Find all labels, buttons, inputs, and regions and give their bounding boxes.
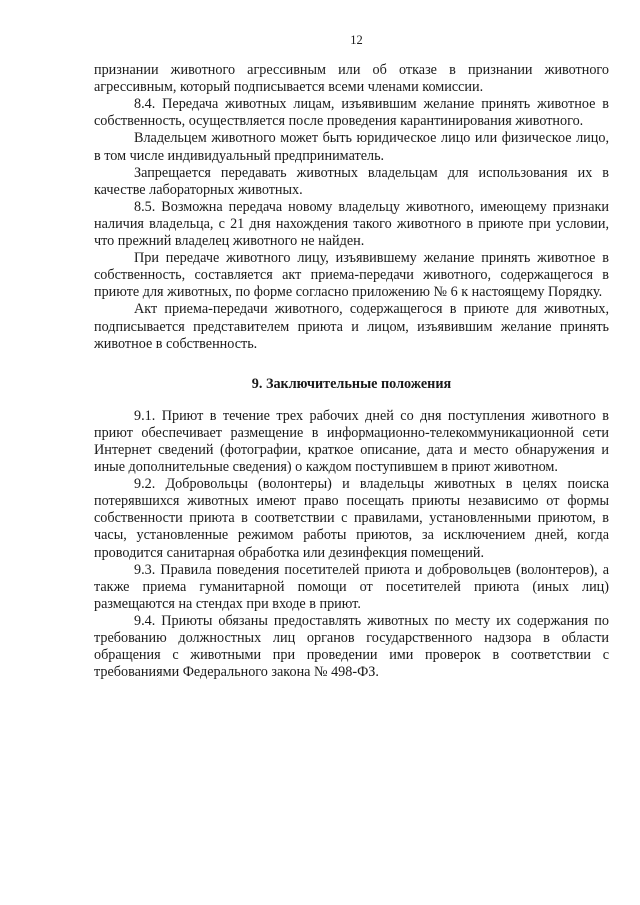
paragraph-continuation: признании животного агрессивным или об отказе в признании животного агрессивным, который подписывается всеми членами комиссии. [94, 62, 609, 96]
paragraph-transfer-act: При передаче животного лицу, изъявившему желание принять животное в собственность, составляется акт приема-передачи животного, содержащегося в приюте для животных, по форме согласно приложению № 6 к настоящему Порядку. [94, 250, 609, 301]
paragraph-lab-prohibition: Запрещается передавать животных владельцам для использования их в качестве лабораторных животных. [94, 164, 609, 198]
paragraph-9-3: 9.3. Правила поведения посетителей приюта и добровольцев (волонтеров), а также приема гуманитарной помощи от посетителей приюта (иных лиц) размещаются на стендах при входе в приют. [94, 561, 609, 612]
page-number: 12 [350, 33, 363, 47]
paragraph-9-2: 9.2. Добровольцы (волонтеры) и владельцы животных в целях поиска потерявшихся животных имеют право посещать приюты независимо от формы собственности приюта в соответствии с правилами, установленными приютом, в часы, установленные режимом работы приютов, за исключением дней, когда проводится санитарная обработка или дезинфекция помещений. [94, 476, 609, 561]
paragraph-8-5: 8.5. Возможна передача новому владельцу животного, имеющему признаки наличия владельца, с 21 дня нахождения такого животного в приюте при условии, что прежний владелец животного не найден. [94, 198, 609, 250]
paragraph-act-signing: Акт приема-передачи животного, содержащегося в приюте для животных, подписывается представителем приюта и лицом, изъявившим желание принять животное в собственность. [94, 301, 609, 352]
paragraph-9-4: 9.4. Приюты обязаны предоставлять животных по месту их содержания по требованию должностных лиц органов государственного надзора в области обращения с животными при проведении ими проверок в соответствии с требованиями Федерального закона № 498-ФЗ. [94, 612, 609, 681]
paragraph-owner-definition: Владельцем животного может быть юридическое лицо или физическое лицо, в том числе индивидуальный предприниматель. [94, 130, 609, 164]
paragraph-8-4: 8.4. Передача животных лицам, изъявившим желание принять животное в собственность, осуществляется после проведения карантинирования животного. [94, 96, 609, 130]
paragraph-9-1: 9.1. Приют в течение трех рабочих дней со дня поступления животного в приют обеспечивает размещение в информационно-телекоммуникационной сети Интернет сведений (фотографии, краткое описание, дата и место обнаружения и иные дополнительные сведения) о каждом поступившем в приют животном. [94, 407, 609, 476]
section-heading: 9. Заключительные положения [251, 375, 452, 392]
